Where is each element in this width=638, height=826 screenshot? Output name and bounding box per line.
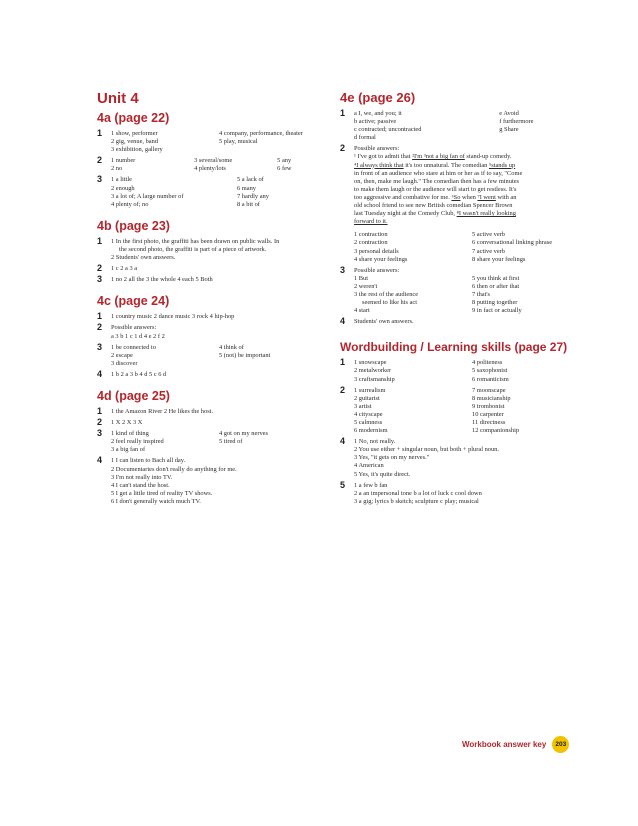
answer-item: 4 Students' own answers. bbox=[340, 316, 414, 327]
left-column bbox=[97, 90, 327, 516]
unit-title: Unit 4 bbox=[97, 90, 139, 107]
answer-item: 1 1 the Amazon River 2 He likes the host. bbox=[97, 405, 214, 416]
footer-label: Workbook answer key bbox=[462, 740, 547, 749]
right-column bbox=[340, 90, 590, 516]
section-4c-title: 4c (page 24) bbox=[97, 294, 170, 309]
section-wordbuilding bbox=[340, 340, 590, 506]
answer-item: 2 Possible answers: ¹ I've got to admit that ²I'm ³not a big fan of stand-up comedy. ⁴I always think that it's too unnatural. The comedian ⁵stands up in front of an audience who stare at him or her as if to say, "Come on, then, make me laugh." The comedian then has a few minutes to make them laugh or the audience will start to get restless. It's too aggressive and combative for me. ⁶So when ⁷I went with an old school friend to see new British comedian Spencer Brown last Tuesday night at the Comedy Club, ⁸I wasn't really looking forward to it. 1 contraction 2 contraction 3 personal details 4 share your feelings 5 active verb 6 conversational linking phrase 7 active verb 8 share your feelings bbox=[340, 143, 553, 263]
answer-item: 4 1 b 2 a 3 b 4 d 5 c 6 d bbox=[97, 368, 167, 379]
section-4e bbox=[340, 90, 590, 326]
answer-item: 2 1 X 2 X 3 X bbox=[97, 417, 143, 428]
page-number-badge: 203 bbox=[552, 736, 569, 753]
answer-item: 3 1 kind of thing 2 feel really inspired 3 a big fan of 4 got on my nerves 5 tired of bbox=[97, 428, 268, 454]
answer-item: 2 1 number 2 no 3 several/some 4 plenty/lots 5 any 6 few bbox=[97, 155, 292, 173]
section-4d bbox=[97, 389, 327, 506]
section-4d-title: 4d (page 25) bbox=[97, 388, 170, 403]
answer-item: 3 Possible answers: 1 But 2 weren't 3 the rest of the audience seemed to like his act 4 start 5 you think at first 6 then or after that 7 that's 8 putting together 9 in fact or actually bbox=[340, 264, 522, 315]
answer-item: 4 1 I can listen to Bach all day. 2 Documentaries don't really do anything for me. 3 I'm not really into TV. 4 I can't stand the host. 5 I get a little tired of reality TV shows. 6 I don't generally watch much TV. bbox=[97, 455, 237, 505]
section-4b bbox=[97, 219, 327, 284]
section-4c bbox=[97, 294, 327, 379]
section-wordbuilding-title: Wordbuilding / Learning skills (page 27) bbox=[340, 340, 568, 355]
answer-item: 1 a I, we, and you; it b active; passive c contracted; uncontracted d formal e Avoid f furthermore g Share bbox=[340, 108, 534, 142]
section-4a bbox=[97, 111, 327, 209]
answer-item: 3 1 no 2 all the 3 the whole 4 each 5 Both bbox=[97, 274, 213, 285]
section-4b-title: 4b (page 23) bbox=[97, 218, 170, 233]
answer-item: 2 1 surrealism 2 guitarist 3 artist 4 cityscape 5 calmness 6 modernism 7 moonscape 8 musicianship 9 trombonist 10 carpenter 11 directness 12 companionship bbox=[340, 384, 520, 435]
answer-item: 2 1 c 2 a 3 a bbox=[97, 263, 138, 274]
answer-item: 1 1 snowscape 2 metalworker 3 craftsmanship 4 politeness 5 saxophonist 6 romanticism bbox=[340, 357, 509, 383]
page-footer bbox=[462, 736, 569, 753]
section-4a-title: 4a (page 22) bbox=[97, 111, 170, 125]
answer-item: 1 1 country music 2 dance music 3 rock 4 hip-hop bbox=[97, 311, 235, 322]
answer-item: 2 Possible answers: a 3 b 1 c 1 d 4 e 2 f 2 bbox=[97, 322, 165, 340]
answer-item: 1 1 show, performer 2 gig, venue, band 3 exhibition, gallery 4 company, performance, theater 5 play, musical bbox=[97, 128, 303, 154]
answer-item: 3 1 a little 2 enough 3 a lot of; A large number of 4 plenty of; no 5 a lack of 6 many 7 hardly any 8 a bit of bbox=[97, 174, 269, 208]
answer-item: 4 1 No, not really. 2 You use either + singular noun, but both + plural noun. 3 Yes, "it gets on my nerves." 4 American 5 Yes, it's quite direct. bbox=[340, 436, 499, 478]
section-4e-title: 4e (page 26) bbox=[340, 90, 416, 105]
answer-item: 1 1 In the first photo, the graffiti has been drawn on public walls. In the second photo, the graffiti is part of a piece of artwork. 2 Students' own answers. bbox=[97, 235, 280, 262]
answer-item: 3 1 be connected to 2 escape 3 discover 4 think of 5 (not) be important bbox=[97, 341, 271, 367]
answer-item: 5 1 a few b fan 2 a an impersonal tone b a lot of luck c cool down 3 a gig; lyrics b sketch; sculpture c play; musical bbox=[340, 479, 482, 505]
